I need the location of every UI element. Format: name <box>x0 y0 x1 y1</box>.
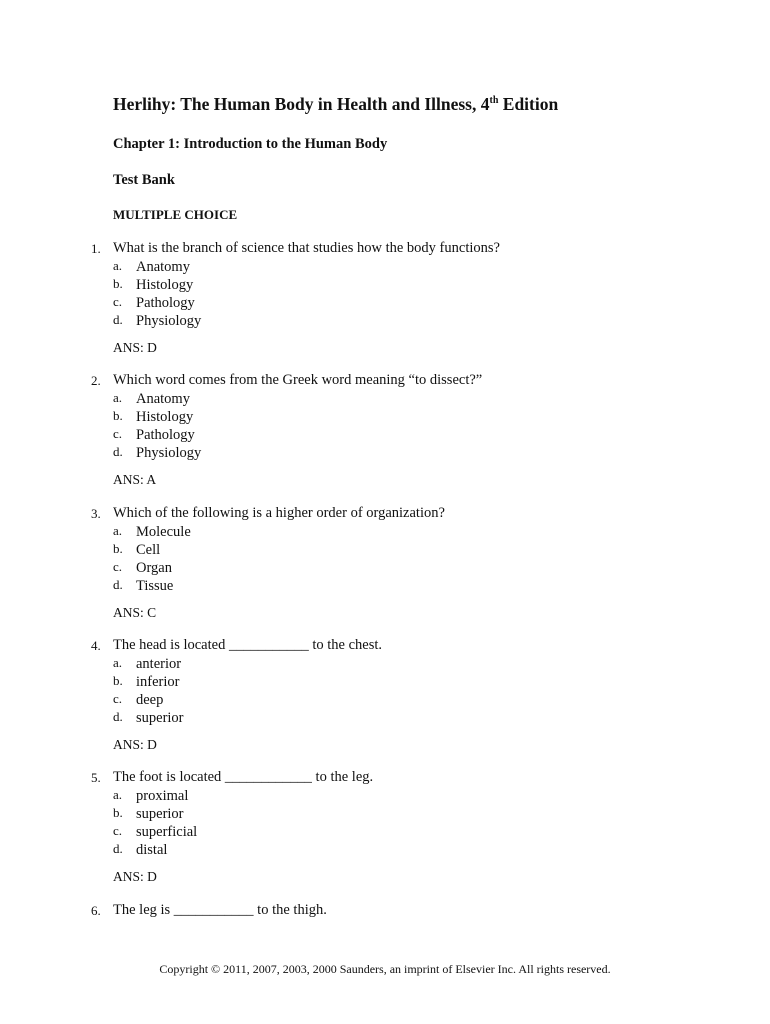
option-text: Molecule <box>136 524 191 540</box>
option-letter: c. <box>113 691 123 706</box>
chapter-heading: Chapter 1: Introduction to the Human Body <box>113 136 388 152</box>
answer-key: ANS: C <box>113 605 157 620</box>
question-text: Which word comes from the Greek word meaning “to dissect?” <box>113 372 483 388</box>
option-letter: a. <box>113 258 123 273</box>
option-text: deep <box>136 692 164 708</box>
option-text: Physiology <box>136 445 202 461</box>
option-text: Histology <box>136 409 194 425</box>
option-letter: d. <box>113 709 123 724</box>
option-text: Histology <box>136 277 194 293</box>
test-bank-heading: Test Bank <box>113 172 175 188</box>
option-letter: b. <box>113 805 123 820</box>
question-number: 3. <box>91 506 101 521</box>
option-text: Pathology <box>136 295 195 311</box>
answer-key: ANS: D <box>113 869 157 884</box>
option-text: Tissue <box>136 578 174 594</box>
option-text: Pathology <box>136 427 195 443</box>
title-main: Herlihy: The Human Body in Health and Illness, 4 <box>113 94 490 114</box>
option-text: distal <box>136 842 168 858</box>
option-letter: d. <box>113 312 123 327</box>
option-text: anterior <box>136 656 182 672</box>
option-letter: c. <box>113 559 123 574</box>
option-text: inferior <box>136 674 180 690</box>
option-letter: b. <box>113 276 123 291</box>
question-text: The head is located ___________ to the chest. <box>113 637 382 653</box>
option-letter: a. <box>113 390 123 405</box>
answer-key: ANS: A <box>113 472 157 487</box>
option-text: superior <box>136 806 184 822</box>
option-letter: d. <box>113 577 123 592</box>
question-number: 4. <box>91 638 101 653</box>
option-letter: a. <box>113 787 123 802</box>
option-text: Anatomy <box>136 259 190 275</box>
option-letter: c. <box>113 823 123 838</box>
option-letter: b. <box>113 673 123 688</box>
option-letter: d. <box>113 444 123 459</box>
option-text: Anatomy <box>136 391 190 407</box>
question-number: 6. <box>91 903 101 918</box>
answer-key: ANS: D <box>113 340 157 355</box>
answer-key: ANS: D <box>113 737 157 752</box>
option-text: Organ <box>136 560 172 576</box>
option-text: Physiology <box>136 313 202 329</box>
option-letter: a. <box>113 523 123 538</box>
option-letter: a. <box>113 655 123 670</box>
question-text: What is the branch of science that studies how the body functions? <box>113 240 500 256</box>
option-letter: c. <box>113 426 123 441</box>
option-letter: d. <box>113 841 123 856</box>
option-text: superior <box>136 710 184 726</box>
question-number: 1. <box>91 241 101 256</box>
option-text: Cell <box>136 542 161 558</box>
title-end: Edition <box>498 94 559 114</box>
option-text: superficial <box>136 824 198 840</box>
section-heading: MULTIPLE CHOICE <box>113 207 238 222</box>
document-title <box>113 94 558 115</box>
option-letter: b. <box>113 408 123 423</box>
option-letter: b. <box>113 541 123 556</box>
question-text: The foot is located ____________ to the leg. <box>113 769 374 785</box>
question-number: 5. <box>91 770 101 785</box>
title-superscript: th <box>489 95 499 106</box>
question-text: The leg is ___________ to the thigh. <box>113 902 327 918</box>
question-number: 2. <box>91 373 101 388</box>
question-text: Which of the following is a higher order of organization? <box>113 505 445 521</box>
option-letter: c. <box>113 294 123 309</box>
option-text: proximal <box>136 788 189 804</box>
copyright-footer: Copyright © 2011, 2007, 2003, 2000 Saunders, an imprint of Elsevier Inc. All rights reserved. <box>159 962 611 976</box>
